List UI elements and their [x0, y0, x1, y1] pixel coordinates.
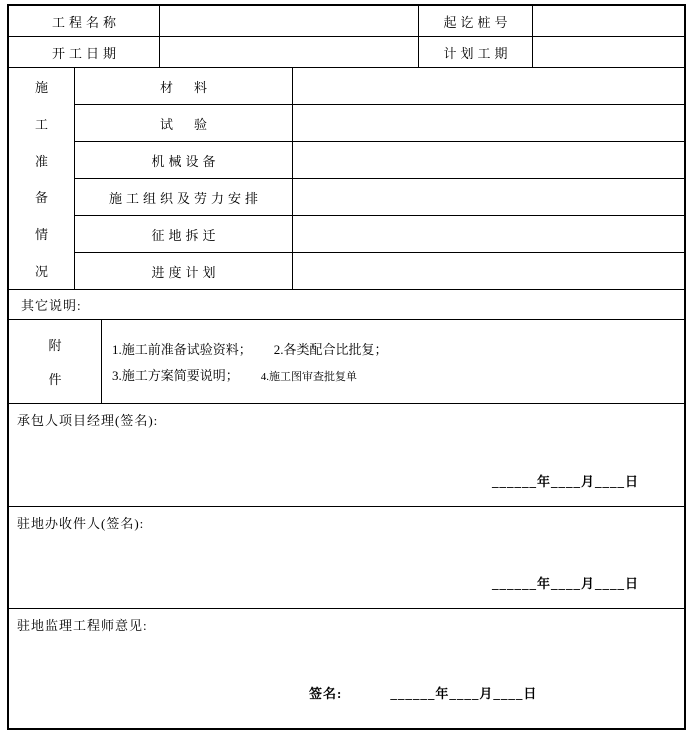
materials-label: 材 料 — [75, 68, 293, 104]
start-end-station-label: 起讫桩号 — [419, 6, 533, 36]
attachments-title-char: 附 — [48, 338, 62, 353]
prep-title-char: 况 — [34, 264, 48, 280]
spacer — [342, 683, 390, 702]
supervisor-sign-label: 签名: — [309, 686, 343, 701]
prep-title-char: 准 — [34, 153, 48, 169]
prep-title-char: 情 — [34, 227, 48, 243]
test-label: 试 验 — [75, 105, 293, 141]
prep-title-char: 备 — [34, 190, 48, 206]
machinery-label: 机械设备 — [75, 142, 293, 178]
supervisor-opinion-block[interactable] — [9, 609, 684, 728]
contractor-date-line: ______年____月____日 — [491, 474, 639, 489]
start-end-station-value-cell[interactable] — [533, 6, 684, 36]
attachments-vertical-title — [9, 320, 102, 403]
start-date-label: 开工日期 — [9, 37, 160, 67]
prep-row-organization-labor — [75, 179, 684, 216]
other-notes-row[interactable] — [9, 290, 684, 320]
attachments-line-1 — [112, 339, 684, 358]
machinery-value-cell[interactable] — [293, 142, 684, 178]
schedule-label: 进度计划 — [75, 253, 293, 289]
start-date-value-cell[interactable] — [160, 37, 419, 67]
supervisor-date-line: ______年____月____日 — [390, 686, 538, 701]
receiver-signature-block[interactable] — [9, 507, 684, 609]
planned-duration-label: 计划工期 — [419, 37, 533, 67]
organization-labor-label: 施工组织及劳力安排 — [75, 179, 293, 215]
supervisor-sign-line — [309, 683, 537, 702]
attachments-row — [9, 320, 684, 404]
receiver-date-line: ______年____月____日 — [491, 576, 639, 591]
attachments-list — [102, 320, 684, 403]
attachments-line-2 — [112, 365, 684, 384]
prep-rows — [75, 68, 684, 289]
receiver-signature-label: 驻地办收件人(签名): — [17, 516, 145, 531]
supervisor-opinion-label: 驻地监理工程师意见: — [17, 618, 148, 633]
attachment-item-4: 4.施工图审查批复单 — [260, 371, 358, 383]
header-row-2 — [9, 37, 684, 68]
construction-preparation-section — [9, 68, 684, 290]
project-name-value-cell[interactable] — [160, 6, 419, 36]
test-value-cell[interactable] — [293, 105, 684, 141]
materials-value-cell[interactable] — [293, 68, 684, 104]
other-notes-label: 其它说明: — [21, 298, 82, 313]
prep-row-test — [75, 105, 684, 142]
contractor-signature-block[interactable] — [9, 404, 684, 507]
attachments-title-char: 件 — [48, 372, 62, 387]
prep-title-char: 施 — [34, 79, 48, 95]
prep-row-schedule — [75, 253, 684, 289]
attachment-item-3: 3.施工方案简要说明； — [112, 368, 239, 383]
organization-labor-value-cell[interactable] — [293, 179, 684, 215]
contractor-signature-label: 承包人项目经理(签名): — [17, 413, 159, 428]
prep-row-land-acquisition — [75, 216, 684, 253]
planned-duration-value-cell[interactable] — [533, 37, 684, 67]
prep-row-machinery — [75, 142, 684, 179]
prep-vertical-title — [9, 68, 75, 289]
land-acquisition-label: 征地拆迁 — [75, 216, 293, 252]
project-name-label: 工程名称 — [9, 6, 160, 36]
header-row-1 — [9, 6, 684, 37]
schedule-value-cell[interactable] — [293, 253, 684, 289]
prep-row-materials — [75, 68, 684, 105]
attachment-item-1: 1.施工前准备试验资料； — [112, 342, 252, 357]
land-acquisition-value-cell[interactable] — [293, 216, 684, 252]
prep-title-char: 工 — [34, 116, 48, 132]
construction-start-report-form — [7, 4, 686, 730]
attachment-item-2: 2.各类配合比批复； — [273, 342, 388, 357]
